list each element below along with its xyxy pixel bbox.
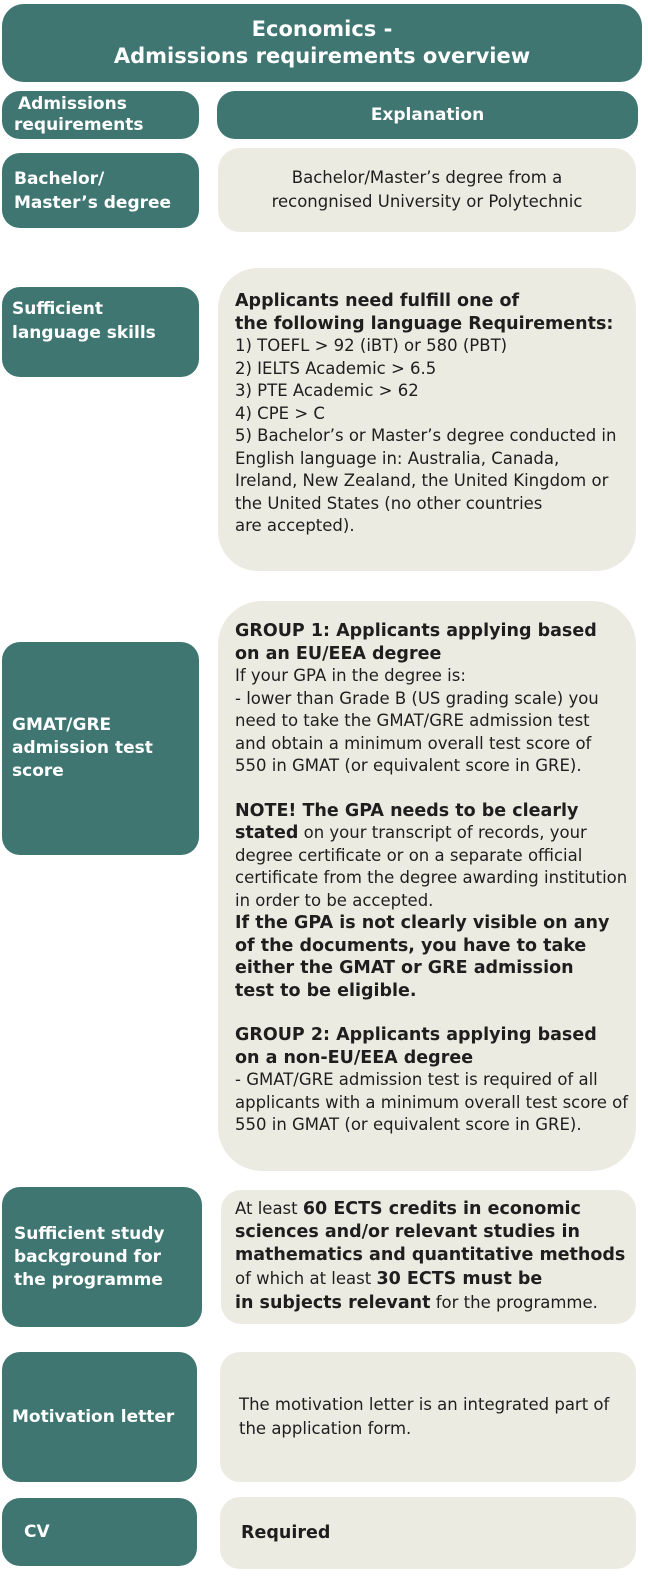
- warning-line-1: If the GPA is not clearly visible on any: [235, 913, 610, 933]
- label-language-line-2: language skills: [12, 323, 156, 343]
- study-line-4: [235, 1267, 634, 1291]
- label-language-line-1: Sufficient: [12, 299, 103, 319]
- study-line-4-bold: 30 ECTS must be: [376, 1269, 543, 1289]
- study-line-5: [235, 1291, 634, 1315]
- group2-text-line-2: applicants with a minimum overall test score of: [235, 1092, 629, 1112]
- page-title: [2, 4, 642, 82]
- group2-text-line-1: - GMAT/GRE admission test is required of all: [235, 1070, 598, 1089]
- note-line-5: in order to be accepted.: [235, 890, 434, 910]
- label-degree: [2, 153, 199, 228]
- study-line-2: sciences and/or relevant studies in: [235, 1222, 580, 1242]
- title-line-1: Economics -: [251, 17, 393, 41]
- language-item-degree-line-3: Ireland, New Zealand, the United Kingdom or: [235, 471, 609, 490]
- column-header-requirements-line-2: requirements: [14, 115, 144, 135]
- explanation-gmat: [218, 601, 636, 1171]
- language-item-degree-line-5: are accepted).: [235, 516, 355, 535]
- language-item-degree-line-4: the United States (no other countries: [235, 493, 543, 513]
- column-header-explanation-label: Explanation: [370, 105, 485, 125]
- label-motivation-letter: [2, 1352, 197, 1482]
- group1-heading-line-2: on an EU/EEA degree: [235, 643, 442, 664]
- note-line-2: [235, 822, 632, 845]
- group1-text-line-4: and obtain a minimum overall test score of: [235, 733, 592, 753]
- note-line-3: degree certificate or on a separate official: [235, 845, 583, 865]
- column-header-explanation: [217, 91, 638, 139]
- label-gmat: [2, 642, 199, 855]
- warning-line-3: either the GMAT or GRE admission: [235, 958, 574, 978]
- label-study-line-2: background for: [14, 1246, 162, 1267]
- warning-line-2: of the documents, you have to take: [235, 935, 587, 956]
- note-line-2-rest: on your transcript of records, your: [298, 823, 587, 842]
- language-item-ielts: 2) IELTS Academic > 6.5: [235, 358, 437, 378]
- group1-text-line-1: If your GPA in the degree is:: [235, 666, 466, 685]
- motivation-text-line-2: the application form.: [239, 1419, 412, 1438]
- explanation-degree: [218, 148, 636, 232]
- explanation-language: [218, 268, 636, 571]
- column-header-requirements-line-1: Admissions: [18, 94, 127, 114]
- group1-text-line-2: - lower than Grade B (US grading scale) you: [235, 688, 599, 708]
- language-item-pte: 3) PTE Academic > 62: [235, 381, 419, 400]
- note-line-4: certificate from the degree awarding institution: [235, 868, 628, 887]
- language-item-degree-line-1: 5) Bachelor’s or Master’s degree conducted in: [235, 426, 617, 445]
- group1-text-line-5: 550 in GMAT (or equivalent score in GRE).: [235, 756, 582, 775]
- study-line-3: mathematics and quantitative methods: [235, 1245, 626, 1265]
- cv-required-text: Required: [241, 1522, 331, 1543]
- language-item-cpe: 4) CPE > C: [235, 403, 325, 423]
- language-heading-line-1: Applicants need fulfill one of: [235, 291, 520, 311]
- label-study-line-3: the programme: [14, 1269, 163, 1290]
- note-line-2-bold: stated: [235, 823, 299, 843]
- title-line-2: Admissions requirements overview: [113, 44, 531, 68]
- explanation-degree-line-2: recongnised University or Polytechnic: [271, 192, 583, 211]
- study-line-1-plain: At least: [235, 1199, 303, 1218]
- explanation-degree-line-1: Bachelor/Master’s degree from a: [291, 168, 563, 187]
- note-line-1: NOTE! The GPA needs to be clearly: [235, 800, 579, 821]
- group1-heading-line-1: GROUP 1: Applicants applying based: [235, 621, 597, 641]
- label-cv: [2, 1498, 197, 1566]
- study-line-4-plain: of which at least: [235, 1269, 377, 1288]
- label-language: [2, 287, 199, 377]
- label-cv-text: CV: [24, 1521, 50, 1542]
- explanation-cv: [220, 1497, 636, 1569]
- label-gmat-line-1: GMAT/GRE: [12, 715, 112, 735]
- group2-text-line-3: 550 in GMAT (or equivalent score in GRE).: [235, 1115, 582, 1134]
- label-study-background: [2, 1187, 202, 1327]
- label-degree-line-2: Master’s degree: [14, 192, 172, 213]
- group2-heading-line-1: GROUP 2: Applicants applying based: [235, 1025, 597, 1045]
- group2-heading-line-2: on a non-EU/EEA degree: [235, 1047, 474, 1068]
- label-motivation-text: Motivation letter: [12, 1406, 175, 1427]
- study-line-1: [235, 1197, 634, 1221]
- language-heading-line-2: the following language Requirements:: [235, 313, 614, 334]
- study-line-5-plain: for the programme.: [430, 1293, 598, 1312]
- column-header-requirements: [2, 91, 199, 139]
- label-gmat-line-3: score: [12, 761, 64, 781]
- explanation-motivation-letter: [220, 1352, 636, 1482]
- language-item-degree-line-2: English language in: Australia, Canada,: [235, 448, 560, 468]
- label-degree-line-1: Bachelor/: [14, 168, 105, 189]
- explanation-study-background: [221, 1190, 636, 1324]
- study-line-1-bold: 60 ECTS credits in economic: [302, 1199, 581, 1219]
- group1-text-line-3: need to take the GMAT/GRE admission test: [235, 711, 590, 730]
- motivation-text-line-1: The motivation letter is an integrated part of: [239, 1395, 610, 1414]
- label-gmat-line-2: admission test: [12, 738, 153, 758]
- language-item-toefl: 1) TOEFL > 92 (iBT) or 580 (PBT): [235, 336, 508, 355]
- study-line-5-bold: in subjects relevant: [235, 1293, 431, 1313]
- warning-line-4: test to be eligible.: [235, 980, 417, 1001]
- label-study-line-1: Sufficient study: [14, 1223, 165, 1244]
